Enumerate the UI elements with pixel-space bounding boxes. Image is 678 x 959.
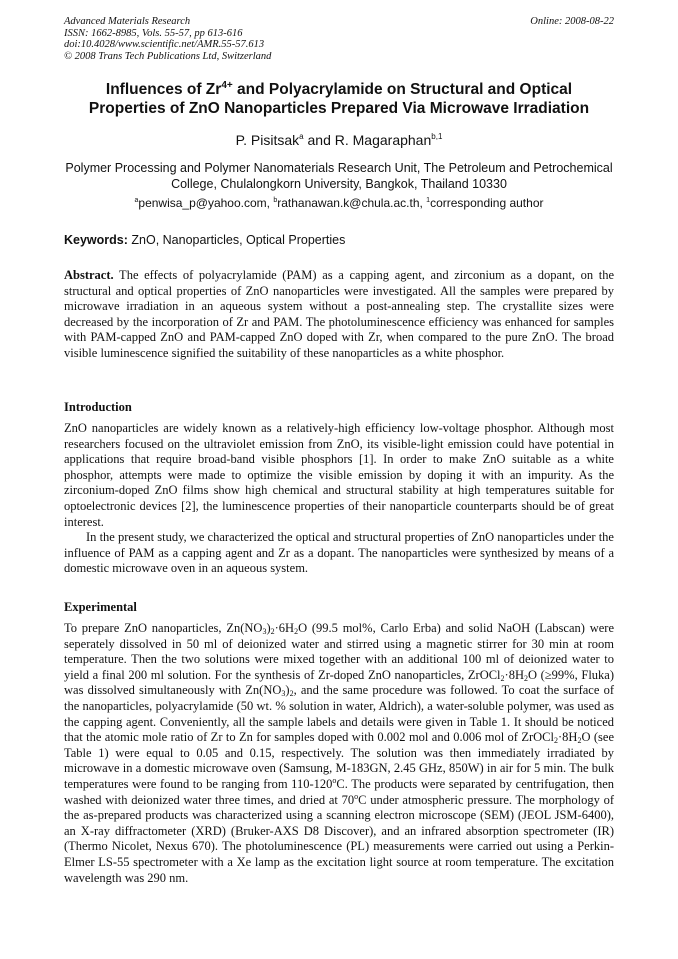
experimental-heading: Experimental	[64, 600, 137, 614]
author-1: P. Pisitsak	[235, 132, 300, 148]
email-b[interactable]: rathanawan.k@chula.ac.th,	[277, 196, 427, 210]
keywords-text: ZnO, Nanoparticles, Optical Properties	[127, 233, 346, 247]
introduction-heading: Introduction	[64, 400, 132, 414]
issn-line: ISSN: 1662-8985, Vols. 55-57, pp 613-616	[64, 27, 243, 39]
journal-header	[64, 16, 271, 62]
introduction-paragraph-2: In the present study, we characterized the optical and structural properties of ZnO nanoparticles under the influence of PAM as a capping agent and Zr as a dopant. The nanoparticles were synthesized by means of a domestic microwave oven in an aqueous system.	[64, 530, 614, 576]
author-emails	[40, 195, 638, 211]
affiliation	[40, 160, 638, 192]
title-part-2: and Polyacrylamide on Structural and Optical	[232, 81, 573, 98]
author-1-mark: a	[299, 132, 304, 141]
abstract-label: Abstract.	[64, 268, 114, 282]
author-joiner: and	[303, 132, 335, 148]
copyright-line: © 2008 Trans Tech Publications Ltd, Switzerland	[64, 50, 272, 62]
journal-name: Advanced Materials Research	[64, 16, 191, 27]
title-line-2: Properties of ZnO Nanoparticles Prepared Via Microwave Irradiation	[88, 100, 590, 117]
introduction-body	[64, 421, 614, 577]
author-2: R. Magaraphan	[334, 132, 432, 148]
keywords-label: Keywords:	[64, 233, 128, 247]
abstract-text: The effects of polyacrylamide (PAM) as a capping agent, and zirconium as a dopant, on the structural and optical properties of ZnO nanoparticles were investigated. All the samples were prepared by microwave irradiation in an aqueous system without a post-annealing step. The crystallite sizes were decreased by the incorporation of Zr and PAM. The photoluminescence efficiency was enhanced for samples with PAM-capped ZnO and PAM-capped ZnO doped with Zr, when compared to the pure ZnO. The broad visible luminescence signified the suitability of these nanoparticles as a white phosphor.	[64, 268, 614, 360]
paper-title	[40, 80, 638, 118]
experimental-body	[64, 621, 614, 886]
affiliation-line-1: Polymer Processing and Polymer Nanomaterials Research Unit, The Petroleum and Petrochemical	[65, 161, 613, 175]
corresponding-note: corresponding author	[430, 196, 544, 210]
online-date: Online: 2008-08-22	[530, 16, 614, 27]
email-a-mark: a	[134, 197, 139, 204]
introduction-paragraph-1: ZnO nanoparticles are widely known as a relatively-high efficiency low-voltage phosphor. Although most researchers focused on the ultraviolet emission from ZnO, its visible-light emission could have potential in applications that require broad-band visible phosphors [1]. In order to make ZnO suitable as a white phosphor, attempts were made to optimize the visible emission by doping it with an impurity. As the zirconium-doped ZnO films show high chemical and structural stability at high temperatures suitable for optoelectronic devices [2], the luminescence properties of their nanoparticle counterparts should be of great interest.	[64, 421, 614, 529]
doi-line: doi:10.4028/www.scientific.net/AMR.55-57.613	[64, 39, 265, 50]
author-list	[40, 131, 638, 149]
title-superscript: 4+	[221, 80, 233, 91]
experimental-paragraph: To prepare ZnO nanoparticles, $Zn(NO_3)_2\cdot 6H_2O$ (99.5 mol%, Carlo Erba) and solid NaOH (Labscan) were seperately dissolved in 50 ml of deionized water and stirred using a magnetic stirrer for 30 min at room temperature. Then the two solutions were mixed together with an additional 100 ml of deionized water to yield a final 200 ml solution. For the synthesis of Zr-doped ZnO nanoparticles, $ZrOCl_2\cdot 8H_2O$ (≥99%, Fluka) was dissolved simultaneously with $Zn(NO_3)_2$, and the same procedure was followed. To coat the surface of the nanoparticles, polyacrylamide (50 wt. % solution in water, Aldrich), a water-soluble polymer, was used as the capping agent. Conveniently, all the sample labels and details were given in Table 1. It should be noticed that the atomic mole ratio of Zr to Zn for samples doped with 0.002 mol and 0.006 mol of $ZrOCl_2\cdot 8H_2O$ (see Table 1) were equal to 0.05 and 0.15, respectively. The solution was then immediately irradiated by microwave in a domestic microwave oven (Samsung, M-183GN, 2.45 GHz, 850W) in air for 5 min. The bulk temperatures were found to be ranging from 110-120$^o$C. The products were separated by centrifugation, then washed with deionized water three times, and dried at 70$^o$C under atmospheric pressure. The morphology of the as-prepared products was characterized using a scanning electron microscope (SEM) (JEOL JSM-6400), an X-ray diffractometer (XRD) (Bruker-AXS D8 Discover), and an infrared absorption spectrometer (IR) (Thermo Nicolet, Nexus 670). The photoluminescence (PL) measurements were carried out using a Perkin-Elmer LS-55 spectrometer with a Xe lamp as the excitation light source at room temperature. The excitation wavelength was 290 nm.	[64, 621, 615, 885]
author-2-mark: b,1	[431, 132, 443, 141]
email-a[interactable]: penwisa_p@yahoo.com,	[138, 196, 274, 210]
keywords	[64, 232, 345, 248]
email-b-mark: b	[273, 197, 278, 204]
title-part-1: Influences of Zr	[105, 81, 222, 98]
abstract	[64, 268, 614, 362]
corresponding-mark: 1	[426, 197, 431, 204]
affiliation-line-2: College, Chulalongkorn University, Bangkok, Thailand 10330	[171, 177, 507, 191]
